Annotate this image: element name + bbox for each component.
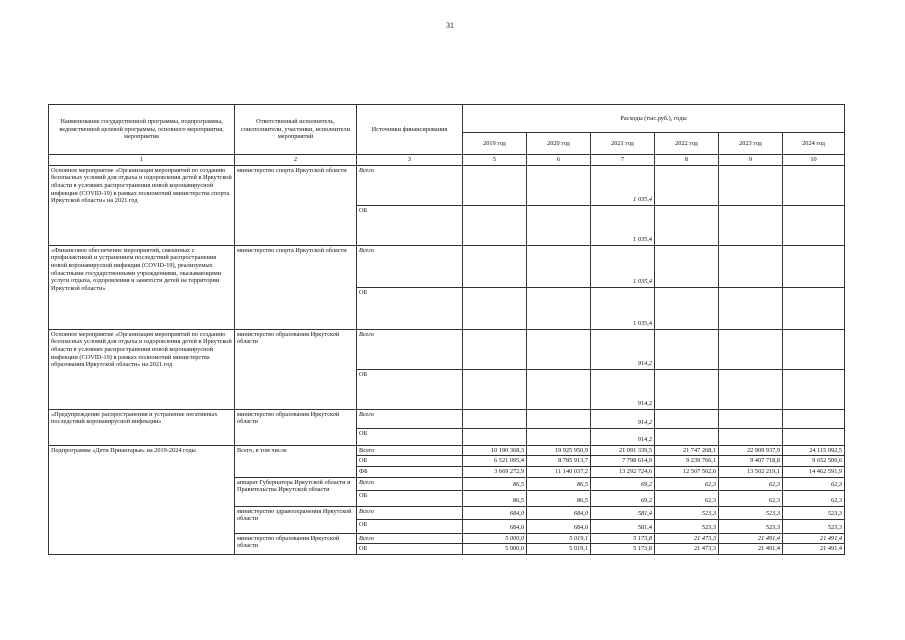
value-cell: 523,3 xyxy=(783,519,845,533)
value-cell: 21 491,4 xyxy=(719,533,783,544)
value-cell: 21 091 339,5 xyxy=(591,445,655,456)
source-label: Всего xyxy=(357,245,463,287)
column-number: 7 xyxy=(591,155,655,166)
value-cell: 9 652 500,6 xyxy=(783,456,845,467)
value-cell: 5 173,8 xyxy=(591,544,655,555)
value-cell: 62,3 xyxy=(655,490,719,506)
value-cell: 21 747 268,1 xyxy=(655,445,719,456)
value-cell: 523,3 xyxy=(719,506,783,519)
value-cell: 69,2 xyxy=(591,477,655,490)
value-cell: 523,3 xyxy=(655,519,719,533)
value-cell: 14 462 591,9 xyxy=(783,467,845,478)
measure-name: «Финансовое обеспечение мероприятий, связанных с профилактикой и устранением последствий распространения новой коронавирусной инфекции (COVID-19), реализуемых областными государственными учреждениями, оказывающими услуги отдыха, оздоровления и занятости детей на территории Иркутской области» xyxy=(49,245,235,329)
value-cell: 684,0 xyxy=(527,519,591,533)
column-number: 2 xyxy=(235,155,357,166)
value-cell: 914,2 xyxy=(591,428,655,445)
value-cell: 914,2 xyxy=(591,329,655,369)
header-year: 2023 год xyxy=(719,133,783,155)
value-cell: 523,3 xyxy=(655,506,719,519)
value-cell: 10 190 368,3 xyxy=(463,445,527,456)
value-cell: 9 239 766,1 xyxy=(655,456,719,467)
source-label: Всего xyxy=(357,445,463,456)
table-row xyxy=(49,165,845,205)
value-cell: 8 785 913,7 xyxy=(527,456,591,467)
source-label: ОБ xyxy=(357,428,463,445)
value-cell: 7 798 614,9 xyxy=(591,456,655,467)
column-number: 1 xyxy=(49,155,235,166)
value-cell: 86,5 xyxy=(527,477,591,490)
source-label: Всего xyxy=(357,477,463,490)
source-label: ОБ xyxy=(357,544,463,555)
value-cell: 62,3 xyxy=(655,477,719,490)
value-cell: 1 035,4 xyxy=(591,205,655,245)
value-cell: 21 491,4 xyxy=(783,533,845,544)
value-cell: 21 473,3 xyxy=(655,544,719,555)
executor-name: аппарат Губернатора Иркутской области и Правительства Иркутской области xyxy=(235,477,357,506)
column-number: 9 xyxy=(719,155,783,166)
source-label: Всего xyxy=(357,165,463,205)
header-source: Источники финансирования xyxy=(357,105,463,155)
measure-name: «Предупреждение распространения и устранение негативных последствий коронавирусной инфекции» xyxy=(49,409,235,445)
measure-name: Основное мероприятие «Организация мероприятий по созданию безопасных условий для отдыха и оздоровления детей в Иркутской области в условиях распространения новой коронавирусной инфекции (COVID-19) в рамках полномочий министерства спорта Иркутской области» на 2021 год xyxy=(49,165,235,245)
value-cell: 5 019,1 xyxy=(527,533,591,544)
subprogram-name: Подпрограмма «Дети Приангарья» на 2019-2024 годы xyxy=(49,445,235,554)
value-cell: 62,3 xyxy=(719,477,783,490)
value-cell: 1 035,4 xyxy=(591,165,655,205)
value-cell: 523,3 xyxy=(783,506,845,519)
table-row xyxy=(49,245,845,287)
source-label: ОБ xyxy=(357,456,463,467)
measure-executor: министерство образования Иркутской области xyxy=(235,329,357,409)
value-cell: 5 019,1 xyxy=(527,544,591,555)
column-number: 3 xyxy=(357,155,463,166)
value-cell: 684,0 xyxy=(463,506,527,519)
value-cell: 914,2 xyxy=(591,409,655,428)
value-cell: 13 292 724,6 xyxy=(591,467,655,478)
value-cell: 1 035,4 xyxy=(591,287,655,329)
table-row xyxy=(49,329,845,369)
source-label: Всего xyxy=(357,409,463,428)
value-cell: 62,3 xyxy=(719,490,783,506)
value-cell: 19 925 950,9 xyxy=(527,445,591,456)
value-cell: 1 035,4 xyxy=(591,245,655,287)
value-cell: 581,4 xyxy=(591,506,655,519)
column-number: 6 xyxy=(527,155,591,166)
value-cell: 5 000,0 xyxy=(463,544,527,555)
header-executor: Ответственный исполнитель, соисполнители, участники, исполнители мероприятий xyxy=(235,105,357,155)
source-label: Всего xyxy=(357,533,463,544)
budget-table xyxy=(48,104,845,555)
source-label: ОБ xyxy=(357,519,463,533)
source-label: ОБ xyxy=(357,287,463,329)
value-cell: 523,3 xyxy=(719,519,783,533)
column-number-row xyxy=(49,155,845,166)
executor-name: министерство образования Иркутской области xyxy=(235,533,357,554)
value-cell: 6 521 095,4 xyxy=(463,456,527,467)
source-label: ОБ xyxy=(357,490,463,506)
value-cell: 22 909 937,9 xyxy=(719,445,783,456)
source-label: Всего xyxy=(357,506,463,519)
value-cell: 62,3 xyxy=(783,490,845,506)
value-cell: 86,5 xyxy=(527,490,591,506)
value-cell: 5 173,8 xyxy=(591,533,655,544)
value-cell: 69,2 xyxy=(591,490,655,506)
measure-name: Основное мероприятие «Организация мероприятий по созданию безопасных условий для отдыха и оздоровления детей в Иркутской области в условиях распространения новой коронавирусной инфекции (COVID-19) в рамках полномочий министерства образования Иркутской области» на 2021 год xyxy=(49,329,235,409)
header-year: 2019 год xyxy=(463,133,527,155)
value-cell: 13 502 219,1 xyxy=(719,467,783,478)
source-label: ФБ xyxy=(357,467,463,478)
value-cell: 5 000,0 xyxy=(463,533,527,544)
page-number: 31 xyxy=(446,21,454,30)
source-label: Всего xyxy=(357,329,463,369)
value-cell: 21 473,3 xyxy=(655,533,719,544)
value-cell: 3 669 272,9 xyxy=(463,467,527,478)
value-cell: 9 407 718,8 xyxy=(719,456,783,467)
table-row xyxy=(49,409,845,428)
value-cell: 684,0 xyxy=(463,519,527,533)
header-year: 2020 год xyxy=(527,133,591,155)
value-cell: 914,2 xyxy=(591,369,655,409)
header-name: Наименование государственной программы, подпрограммы, ведомственной целевой программы, основного мероприятия, мероприятия xyxy=(49,105,235,155)
column-number: 10 xyxy=(783,155,845,166)
value-cell: 684,0 xyxy=(527,506,591,519)
measure-executor: министерство спорта Иркутской области xyxy=(235,165,357,245)
header-year: 2022 год xyxy=(655,133,719,155)
value-cell: 86,5 xyxy=(463,490,527,506)
measure-executor: министерство образования Иркутской области xyxy=(235,409,357,445)
value-cell: 21 491,4 xyxy=(719,544,783,555)
value-cell: 86,5 xyxy=(463,477,527,490)
column-number: 8 xyxy=(655,155,719,166)
executor-name: министерство здравоохранения Иркутской области xyxy=(235,506,357,533)
header-year: 2021 год xyxy=(591,133,655,155)
header-year: 2024 год xyxy=(783,133,845,155)
value-cell: 11 140 037,2 xyxy=(527,467,591,478)
value-cell: 24 115 092,5 xyxy=(783,445,845,456)
value-cell: 581,4 xyxy=(591,519,655,533)
source-label: ОБ xyxy=(357,369,463,409)
table-row xyxy=(49,445,845,456)
header-expenses: Расходы (тыс.руб.), годы xyxy=(463,105,845,133)
value-cell: 21 491,4 xyxy=(783,544,845,555)
column-number: 5 xyxy=(463,155,527,166)
subprogram-executor: Всего, в том числе xyxy=(235,445,357,477)
value-cell: 62,3 xyxy=(783,477,845,490)
value-cell: 12 507 502,0 xyxy=(655,467,719,478)
source-label: ОБ xyxy=(357,205,463,245)
measure-executor: министерство спорта Иркутской области xyxy=(235,245,357,329)
